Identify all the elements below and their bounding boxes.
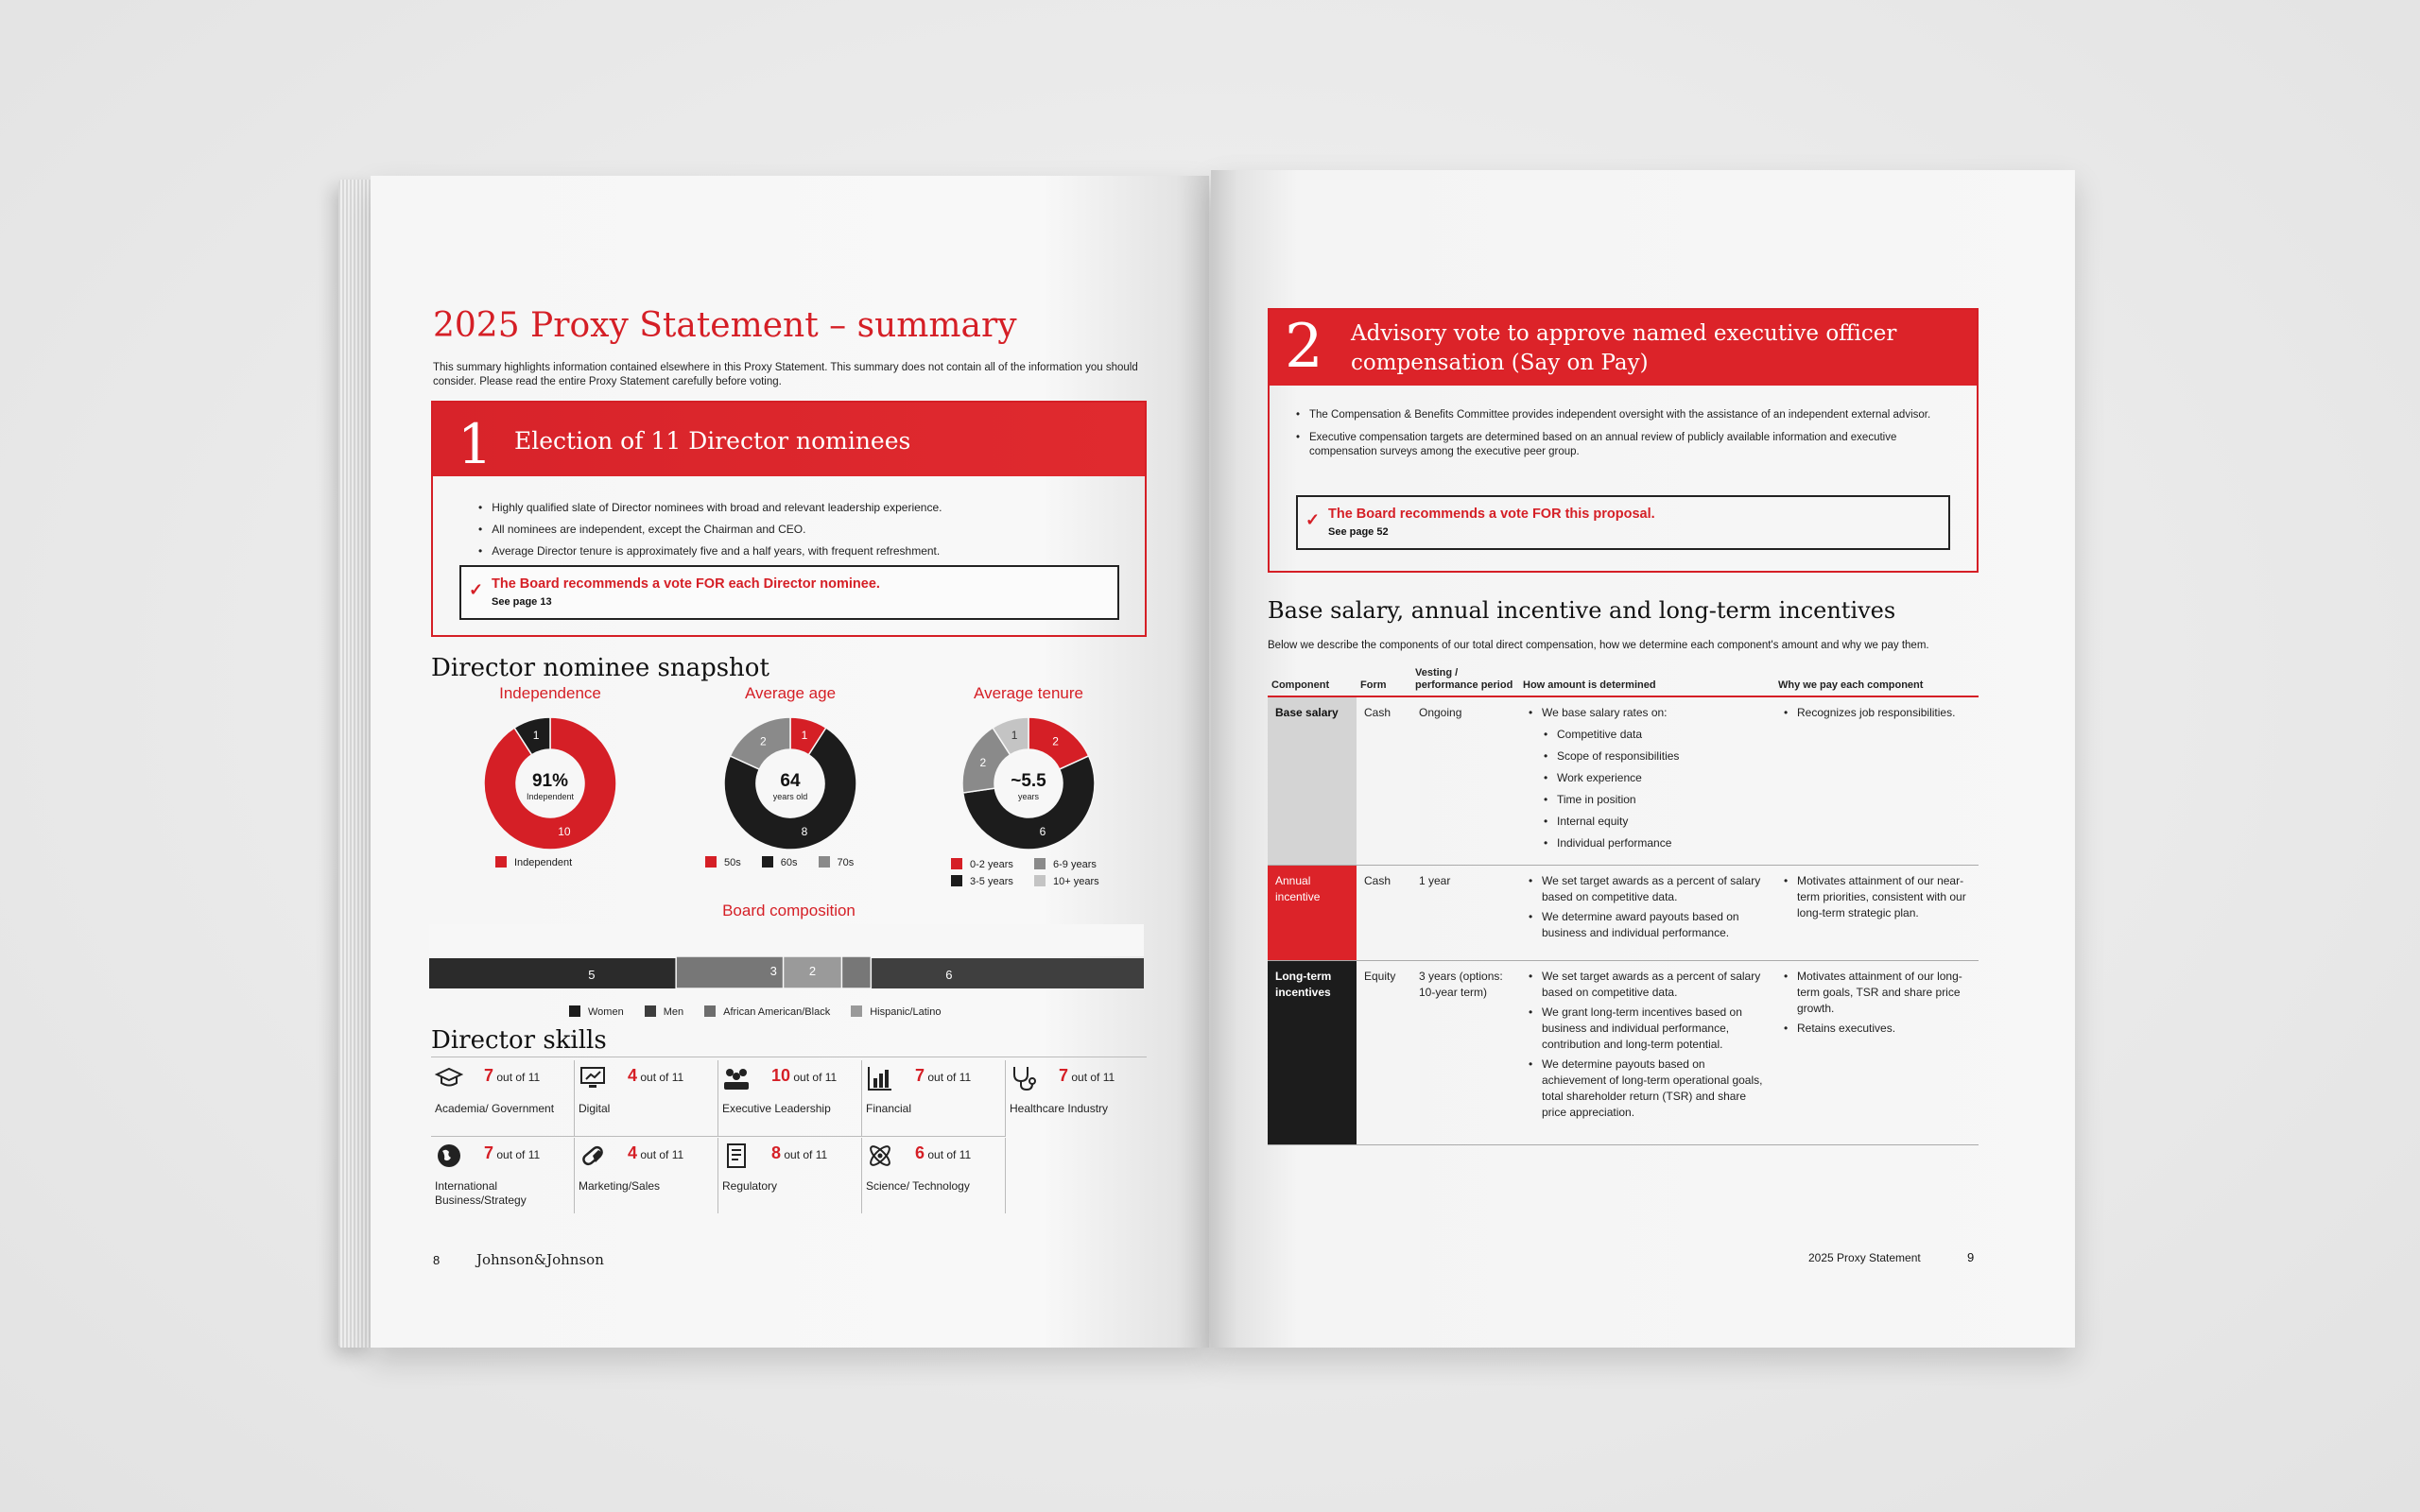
- slice-value-label: 8: [801, 824, 808, 838]
- list-item: • Individual performance: [1542, 835, 1769, 851]
- proposal-number: 2: [1285, 312, 1323, 382]
- intro-text: This summary highlights information contained elsewhere in this Proxy Statement. This summary does not contain all of the information you should consider. Please read the entire Proxy Statement carefully before voting.: [433, 362, 1138, 387]
- column-header: Why we pay each component: [1774, 665, 1979, 696]
- skill-executive: 10 out of 11 Executive Leadership: [718, 1060, 862, 1136]
- checkmark-icon: ✓: [1305, 510, 1321, 529]
- list-item: • All nominees are independent, except the Chairman and CEO.: [478, 519, 1121, 541]
- skill-healthcare: 7 out of 11 Healthcare Industry: [1010, 1066, 1115, 1115]
- table-cell: Ongoing: [1411, 696, 1519, 866]
- table-row: [1268, 961, 1979, 1145]
- atom-icon: [866, 1142, 894, 1170]
- list-item: • Competitive data: [1542, 727, 1769, 743]
- slice-value-label: 2: [979, 755, 987, 769]
- center-label: years: [1017, 792, 1040, 801]
- recommendation-text: The Board recommends a vote FOR each Director nominee.: [492, 576, 880, 592]
- skill-regulatory: 8 out of 11 Regulatory: [718, 1138, 862, 1213]
- document-icon: [722, 1142, 751, 1170]
- skill-academia: 7 out of 11 Academia/ Government: [431, 1060, 575, 1136]
- table-cell: [1519, 961, 1774, 1145]
- chart-title: Average age: [744, 684, 837, 702]
- list-item: • Retains executives.: [1782, 1021, 1973, 1037]
- page-number: 8: [433, 1253, 441, 1267]
- legend-item: Men: [645, 1005, 683, 1018]
- chart-legend: [705, 856, 854, 868]
- table-cell: [1774, 866, 1979, 961]
- list-item: • We grant long-term incentives based on business and individual performance, contribution and long-term potential.: [1527, 1005, 1769, 1053]
- slice-value-label: 1: [801, 729, 808, 743]
- chart-title: Average tenure: [974, 684, 1083, 702]
- legend-item: 50s: [705, 856, 741, 868]
- chart-legend: [569, 1005, 941, 1018]
- bar-value-label: 5: [588, 968, 596, 982]
- center-value: ~5.5: [1011, 771, 1046, 791]
- proposal-1-header: [433, 403, 1145, 476]
- proposal-number: 1: [458, 412, 493, 476]
- recommendation-box: [1296, 495, 1950, 550]
- table-row: [1268, 866, 1979, 961]
- slice-value-label: 6: [1039, 824, 1046, 838]
- list-item: • We base salary rates on:: [1527, 705, 1769, 721]
- list-item: • We determine payouts based on achievement of long-term operational goals, total shareholder return (TSR) and share price appreciation.: [1527, 1057, 1769, 1121]
- legend-item: Hispanic/Latino: [851, 1005, 941, 1018]
- age-donut-chart: [719, 713, 861, 854]
- list-item: • Scope of responsibilities: [1542, 748, 1769, 765]
- bar-top-mask: [429, 924, 1144, 956]
- list-item: • Internal equity: [1542, 814, 1769, 830]
- column-header: Form: [1357, 665, 1411, 696]
- list-item: • Work experience: [1542, 770, 1769, 786]
- snapshot-heading: Director nominee snapshot: [431, 654, 769, 682]
- skill-international: 7 out of 11 International Business/Strategy: [431, 1138, 575, 1213]
- list-item: • Time in position: [1542, 792, 1769, 808]
- proposal-1-box: [431, 401, 1147, 637]
- table-cell: Cash: [1357, 866, 1411, 961]
- column-header: Component: [1268, 665, 1357, 696]
- table-cell: Cash: [1357, 696, 1411, 866]
- bar-value-label: 3: [769, 964, 777, 978]
- footer-title: 2025 Proxy Statement: [1808, 1251, 1921, 1264]
- table-cell: 3 years (options: 10-year term): [1411, 961, 1519, 1145]
- skill-science: 6 out of 11 Science/ Technology: [862, 1138, 1006, 1213]
- stethoscope-icon: [1010, 1064, 1038, 1092]
- checkmark-icon: ✓: [469, 580, 484, 599]
- table-cell: [1519, 866, 1774, 961]
- proposal-title: Election of 11 Director nominees: [514, 427, 911, 455]
- column-header: Vesting / performance period: [1411, 665, 1519, 696]
- table-cell: [1774, 696, 1979, 866]
- list-item: • Recognizes job responsibilities.: [1782, 705, 1973, 721]
- bar-value-label: 6: [945, 968, 953, 982]
- bar-chart-icon: [866, 1064, 894, 1092]
- compensation-table: [1268, 665, 1979, 1145]
- list-item: • We determine award payouts based on business and individual performance.: [1527, 909, 1769, 941]
- independence-donut-chart: [479, 713, 621, 854]
- see-page-link[interactable]: See page 13: [492, 596, 552, 608]
- table-cell: 1 year: [1411, 866, 1519, 961]
- section-intro: Below we describe the components of our total direct compensation, how we determine each component's amount and why we pay them.: [1268, 640, 1929, 651]
- table-header-row: [1268, 665, 1979, 696]
- list-item: • Highly qualified slate of Director nominees with broad and relevant leadership experience.: [478, 497, 1121, 519]
- center-value: 64: [780, 771, 801, 791]
- list-item: • We set target awards as a percent of salary based on competitive data.: [1527, 969, 1769, 1001]
- chart-legend: [495, 856, 572, 868]
- proposal-2-box: [1268, 308, 1979, 573]
- center-label: Independent: [526, 792, 575, 801]
- skill-marketing: 4 out of 11 Marketing/Sales: [575, 1138, 718, 1213]
- list-item: • Motivates attainment of our long-term goals, TSR and share price growth.: [1782, 969, 1973, 1017]
- pill-icon: [579, 1142, 607, 1170]
- table-cell: Equity: [1357, 961, 1411, 1145]
- component-cell: Long-term incentives: [1268, 961, 1357, 1145]
- list-item: • Average Director tenure is approximately five and a half years, with frequent refreshment.: [478, 541, 1121, 562]
- section-heading: Base salary, annual incentive and long-term incentives: [1268, 597, 1896, 624]
- list-item: • Motivates attainment of our near-term priorities, consistent with our long-term strategic plan.: [1782, 873, 1973, 921]
- tenure-donut-chart: [958, 713, 1099, 854]
- skills-heading: Director skills: [431, 1026, 607, 1055]
- recommendation-box: [459, 565, 1119, 620]
- chart-legend: 0-2 years 6-9 years 3-5 years 10+ years: [951, 856, 1099, 890]
- left-page: [371, 176, 1209, 1348]
- slice-value-label: 1: [1011, 729, 1018, 743]
- page-number: 9: [1967, 1250, 1975, 1264]
- legend-label: Independent: [514, 857, 573, 868]
- globe-icon: [435, 1142, 463, 1170]
- divider: [431, 1136, 1006, 1137]
- proposal-bullets: [478, 497, 1121, 562]
- slice-value-label: 1: [532, 729, 540, 743]
- legend-item: Women: [569, 1005, 624, 1018]
- page-stack-edge: [338, 180, 372, 1348]
- chart-title: Independence: [499, 684, 601, 702]
- skill-financial: 7 out of 11 Financial: [862, 1060, 1006, 1136]
- people-icon: [722, 1064, 751, 1092]
- slice-value-label: 2: [1052, 734, 1059, 748]
- proposal-bullets: [1296, 408, 1948, 468]
- recommendation-text: The Board recommends a vote FOR this proposal.: [1328, 507, 1655, 522]
- monitor-icon: [579, 1064, 607, 1092]
- skill-digital: 4 out of 11 Digital: [575, 1060, 718, 1136]
- graduation-cap-icon: [435, 1064, 463, 1092]
- chart-title: Board composition: [722, 902, 856, 919]
- slice-value-label: 2: [760, 734, 767, 748]
- see-page-link[interactable]: See page 52: [1328, 526, 1389, 538]
- page-title: 2025 Proxy Statement – summary: [433, 306, 1017, 345]
- list-item: • Executive compensation targets are determined based on an annual review of publicly available information and executive compensation surveys among the executive peer group.: [1296, 431, 1948, 459]
- list-item: • The Compensation & Benefits Committee provides independent oversight with the assistance of an independent external advisor.: [1296, 408, 1948, 422]
- component-cell: Annual incentive: [1268, 866, 1357, 961]
- legend-swatch: [495, 856, 507, 868]
- bar-value-label: 2: [808, 964, 817, 978]
- legend-item: 70s: [819, 856, 855, 868]
- column-header: How amount is determined: [1519, 665, 1774, 696]
- table-cell: [1774, 961, 1979, 1145]
- right-page: [1211, 170, 2075, 1348]
- table-cell: [1519, 696, 1774, 866]
- component-cell: Base salary: [1268, 696, 1357, 866]
- proposal-title: Advisory vote to approve named executive officer compensation (Say on Pay): [1351, 321, 1897, 375]
- proposal-2-header: [1270, 310, 1977, 386]
- center-label: years old: [772, 792, 808, 801]
- brand-logo: Johnson&Johnson: [476, 1251, 604, 1268]
- board-composition-chart: [429, 924, 1148, 990]
- slice-value-label: 10: [558, 824, 571, 838]
- legend-item: African American/Black: [704, 1005, 830, 1018]
- legend-item: 60s: [762, 856, 798, 868]
- list-item: • We set target awards as a percent of salary based on competitive data.: [1527, 873, 1769, 905]
- center-value: 91%: [531, 771, 569, 791]
- table-row: [1268, 696, 1979, 866]
